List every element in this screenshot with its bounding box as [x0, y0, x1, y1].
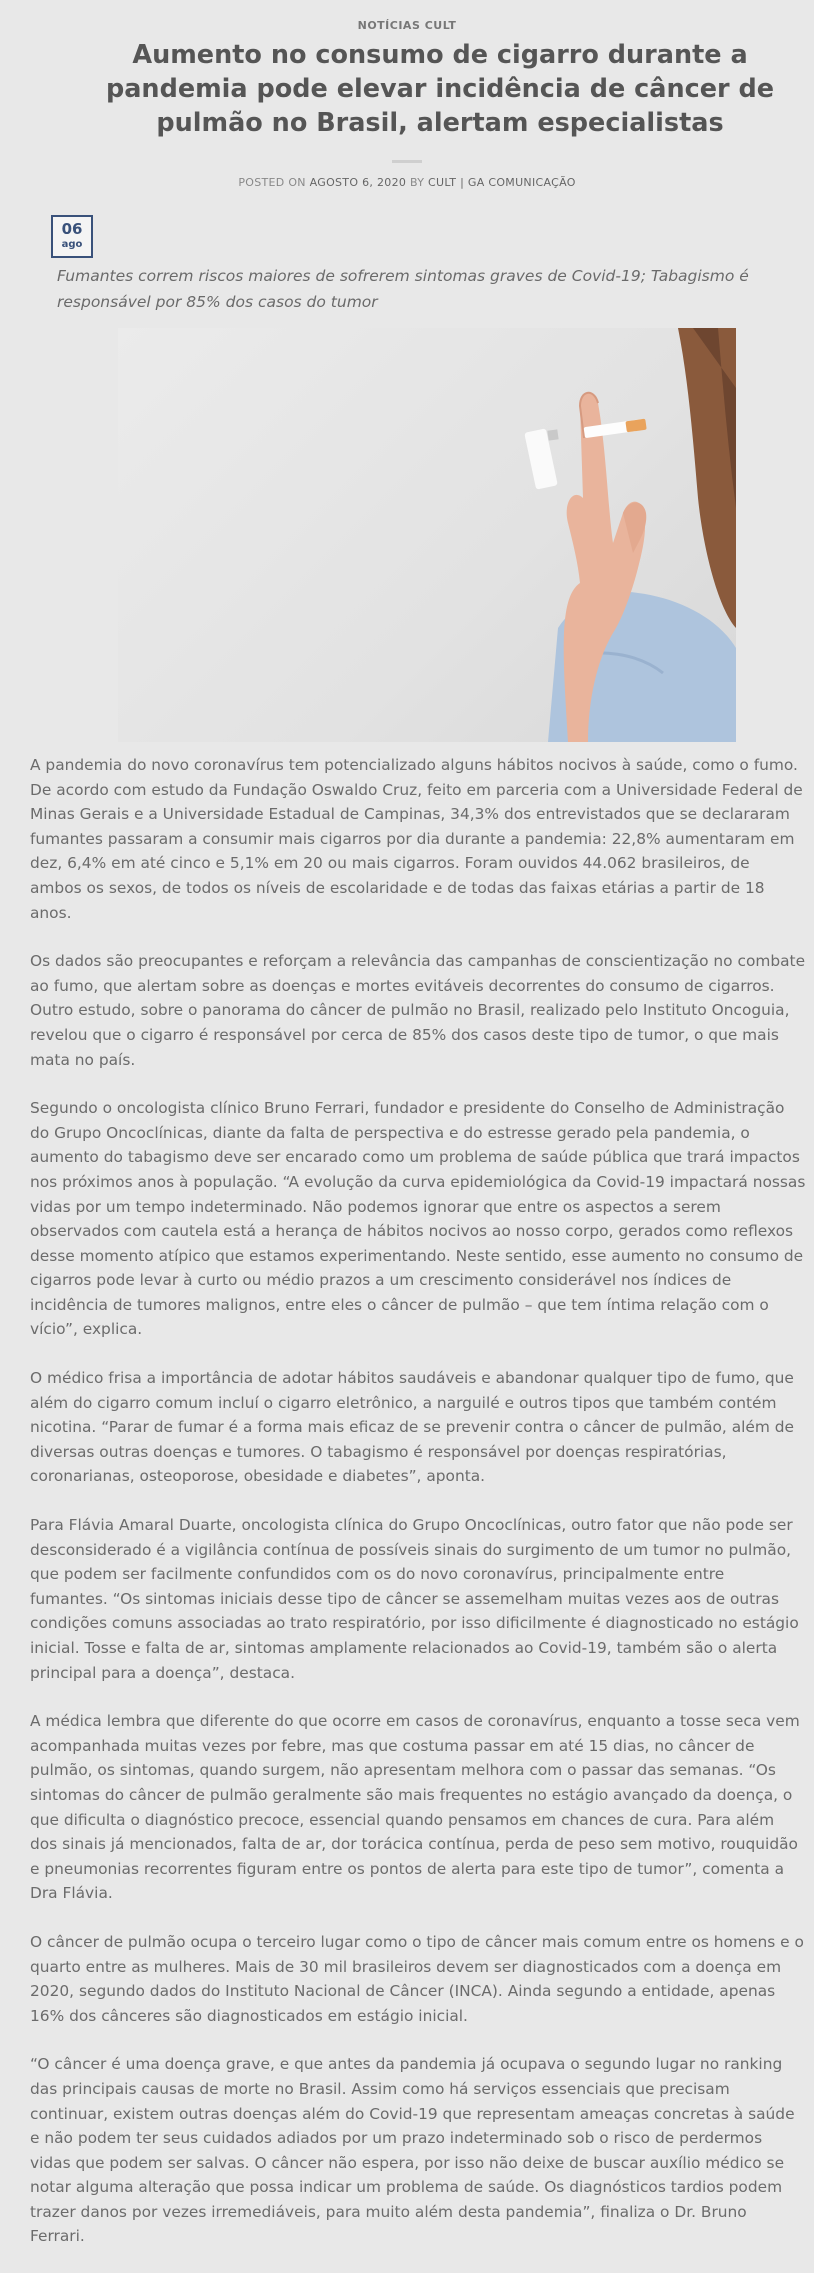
article-body [30, 753, 806, 2273]
body-paragraph: Segundo o oncologista clínico Bruno Ferrari, fundador e presidente do Conselho de Administração do Grupo Oncoclínicas, diante da falta de perspectiva e do estresse gerado pela pandemia, o aumento do tabagismo deve ser encarado como um problema de saúde pública que trará impactos nos próximos anos à população. “A evolução da curva epidemiológica da Covid-19 impactará nossas vidas por um tempo indeterminado. Não podemos ignorar que entre os aspectos a serem observados com cautela está a herança de hábitos nocivos ao nosso corpo, gerados como reflexos desse momento atípico que estamos experimentando. Neste sentido, esse aumento no consumo de cigarros pode levar à curto ou médio prazos a um crescimento considerável nos índices de incidência de tumores malignos, entre eles o câncer de pulmão – que tem íntima relação com o vício”, explica. [30, 1099, 806, 1339]
body-paragraph: A médica lembra que diferente do que ocorre em casos de coronavírus, enquanto a tosse seca vem acompanhada muitas vezes por febre, mas que costuma passar em até 15 dias, no câncer de pulmão, os sintomas, quando surgem, não apresentam melhora com o passar das semanas. “Os sintomas do câncer de pulmão geralmente são mais frequentes no estágio avançado da doença, o que dificulta o diagnóstico precoce, essencial quando pensamos em chances de cura. Para além dos sinais já mencionados, falta de ar, dor torácica contínua, perda de peso sem motivo, rouquidão e pneumonias recorrentes figuram entre os pontos de alerta para este tipo de tumor”, comenta a Dra Flávia. [30, 1712, 800, 1903]
title-divider [392, 160, 422, 163]
date-badge [51, 215, 93, 258]
author-link[interactable]: CULT | GA COMUNICAÇÃO [428, 176, 576, 189]
body-paragraph: Para Flávia Amaral Duarte, oncologista clínica do Grupo Oncoclínicas, outro fator que não pode ser desconsiderado é a vigilância contínua de possíveis sinais do surgimento de um tumor no pulmão, que podem ser facilmente confundidos com os do novo coronavírus, principalmente entre fumantes. “Os sintomas iniciais desse tipo de câncer se assemelham muitas vezes aos de outras condições comuns associadas ao trato respiratório, por isso dificilmente é diagnosticado no estágio inicial. Tosse e falta de ar, sintomas amplamente relacionados ao Covid-19, também são o alerta principal para a doença”, destaca. [30, 1516, 799, 1682]
category-link[interactable]: NOTÍCIAS CULT [357, 19, 457, 32]
body-paragraph: O médico frisa a importância de adotar hábitos saudáveis e abandonar qualquer tipo de fumo, que além do cigarro comum incluí o cigarro eletrônico, a narguilé e outros tipos que também contém nicotina. “Parar de fumar é a forma mais eficaz de se prevenir contra o câncer de pulmão, além de diversas outras doenças e tumores. O tabagismo é responsável por doenças respiratórias, coronarianas, osteoporose, obesidade e diabetes”, aponta. [30, 1369, 795, 1486]
body-paragraph: O câncer de pulmão ocupa o terceiro lugar como o tipo de câncer mais comum entre os homens e o quarto entre as mulheres. Mais de 30 mil brasileiros devem ser diagnosticados com a doença em 2020, segundo dados do Instituto Nacional de Câncer (INCA). Ainda segundo a entidade, apenas 16% dos cânceres são diagnosticados em estágio inicial. [30, 1932, 804, 2025]
by-label: BY [409, 176, 425, 189]
body-paragraph: Os dados são preocupantes e reforçam a relevância das campanhas de conscientização no combate ao fumo, que alertam sobre as doenças e mortes evitáveis decorrentes do consumo de cigarros. Outro estudo, sobre o panorama do câncer de pulmão no Brasil, realizado pelo Instituto Oncoguia, revelou que o cigarro é responsável por cerca de 85% dos casos deste tipo de tumor, o que mais mata no país. [30, 952, 806, 1069]
date-badge-month: ago [61, 239, 83, 250]
article-title: Aumento no consumo de cigarro durante a pandemia pode elevar incidência de câncer de pulmão no Brasil, alertam especialistas [105, 40, 775, 138]
body-paragraph: A pandemia do novo coronavírus tem potencializado alguns hábitos nocivos à saúde, como o fumo. De acordo com estudo da Fundação Oswaldo Cruz, feito em parceria com a Universidade Federal de Minas Gerais e a Universidade Estadual de Campinas, 34,3% dos entrevistados que se declararam fumantes passaram a consumir mais cigarros por dia durante a pandemia: 22,8% aumentaram em dez, 6,4% em até cinco e 5,1% em 20 ou mais cigarros. Foram ouvidos 44.062 brasileiros, de ambos os sexos, de todos os níveis de escolaridade e de todas das faixas etárias a partir de 18 anos. [30, 756, 803, 922]
posted-on-label: POSTED ON [238, 176, 306, 189]
article-lead: Fumantes correm riscos maiores de sofrerem sintomas graves de Covid-19; Tabagismo é responsável por 85% dos casos do tumor [57, 267, 749, 311]
hero-image [118, 328, 736, 742]
date-badge-day: 06 [61, 220, 83, 238]
post-meta [0, 176, 814, 189]
category-label [0, 19, 814, 32]
body-paragraph: “O câncer é uma doença grave, e que antes da pandemia já ocupava o segundo lugar no ranking das principais causas de morte no Brasil. Assim como há serviços essenciais que precisam continuar, existem outras doenças além do Covid-19 que representam ameaças concretas à saúde e não podem ter seus cuidados adiados por um prazo indeterminado sob o risco de perdermos vidas que podem ser salvas. O câncer não espera, por isso não deixe de buscar auxílio médico se notar alguma alteração que possa indicar um problema de saúde. Os diagnósticos tardios podem trazer danos por vezes irremediáveis, para muito além desta pandemia”, finaliza o Dr. Bruno Ferrari. [30, 2055, 795, 2246]
post-date-link[interactable]: AGOSTO 6, 2020 [309, 176, 407, 189]
woman-breaking-cigarette-photo-icon [118, 328, 736, 742]
